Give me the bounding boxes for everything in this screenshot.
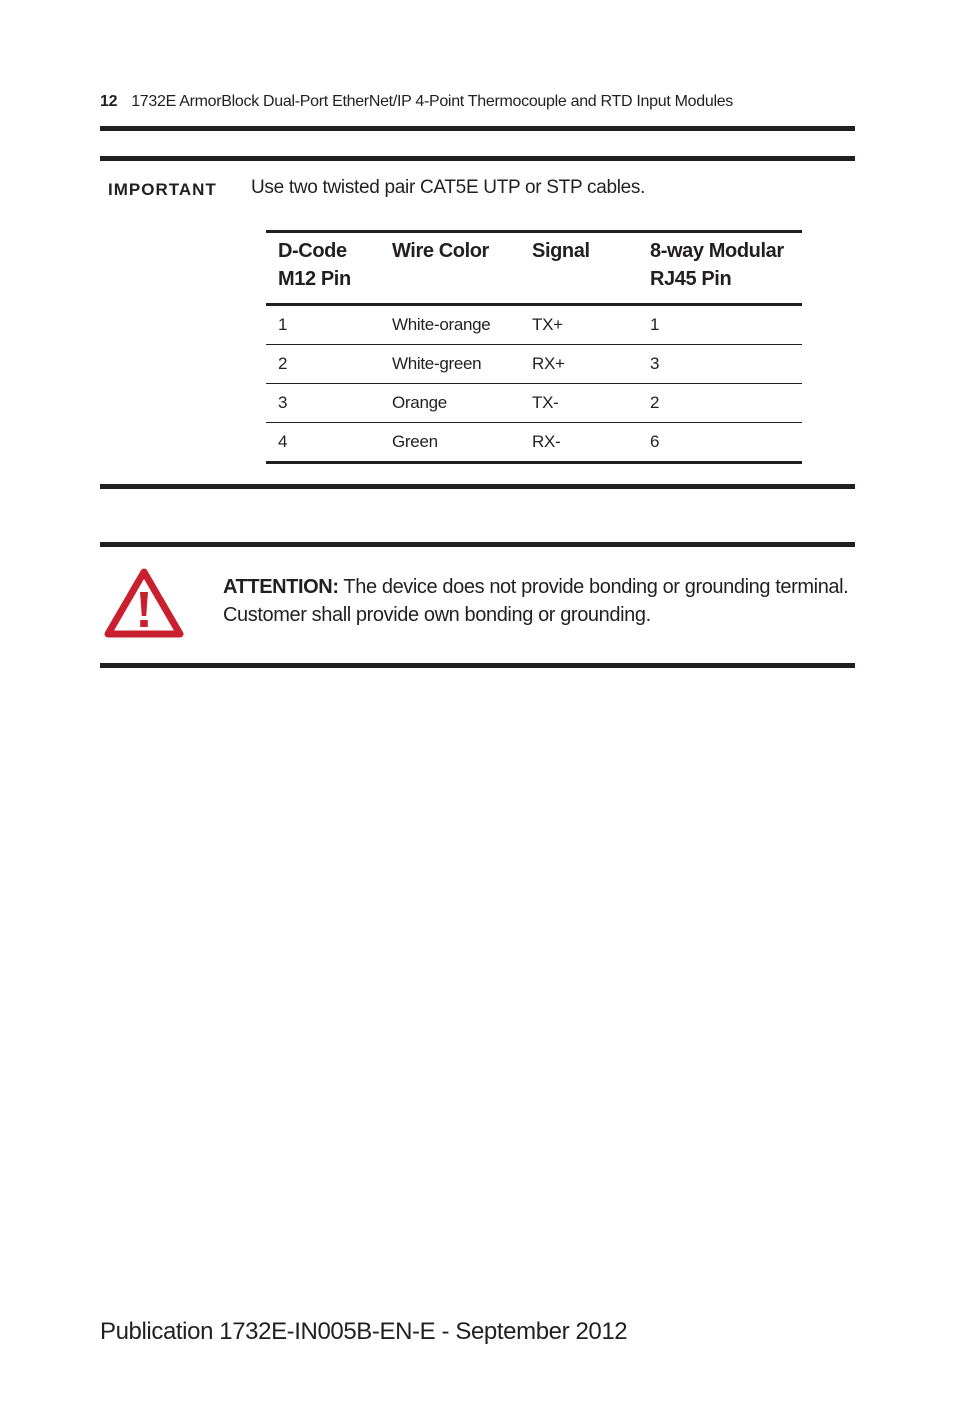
- table-row: [266, 345, 802, 384]
- attention-top-rule: [100, 542, 855, 547]
- table-row: [266, 305, 802, 345]
- cell-rj45-pin: 2: [638, 384, 802, 423]
- warning-triangle-icon: [104, 568, 184, 638]
- cell-signal: RX-: [520, 423, 638, 463]
- header-wire-color: Wire Color: [380, 232, 520, 305]
- attention-label: ATTENTION:: [223, 576, 339, 598]
- publication-footer: Publication 1732E-IN005B-EN-E - September 2012: [100, 1318, 628, 1345]
- important-text: Use two twisted pair CAT5E UTP or STP cables.: [251, 177, 646, 198]
- important-bottom-rule: [100, 484, 855, 489]
- cell-rj45-pin: 1: [638, 305, 802, 345]
- cell-rj45-pin: 3: [638, 345, 802, 384]
- important-label: IMPORTANT: [108, 180, 217, 199]
- cell-m12-pin: 2: [266, 345, 380, 384]
- cell-m12-pin: 1: [266, 305, 380, 345]
- important-top-rule: [100, 156, 855, 161]
- page-header: [100, 93, 733, 111]
- cell-signal: TX-: [520, 384, 638, 423]
- pin-mapping-table: [266, 230, 802, 464]
- cell-wire-color: White-green: [380, 345, 520, 384]
- running-title: 1732E ArmorBlock Dual-Port EtherNet/IP 4-Point Thermocouple and RTD Input Modules: [131, 93, 733, 110]
- header-signal: Signal: [520, 232, 638, 305]
- cell-m12-pin: 3: [266, 384, 380, 423]
- cell-wire-color: White-orange: [380, 305, 520, 345]
- attention-text: The device does not provide bonding or grounding terminal. Customer shall provide own bonding or grounding.: [223, 576, 849, 626]
- table-row: [266, 384, 802, 423]
- attention-bottom-rule: [100, 663, 855, 668]
- cell-signal: TX+: [520, 305, 638, 345]
- cell-signal: RX+: [520, 345, 638, 384]
- cell-wire-color: Orange: [380, 384, 520, 423]
- table-row: [266, 423, 802, 463]
- header-rule: [100, 126, 855, 131]
- cell-m12-pin: 4: [266, 423, 380, 463]
- page-number: 12: [100, 93, 118, 110]
- cell-rj45-pin: 6: [638, 423, 802, 463]
- cell-wire-color: Green: [380, 423, 520, 463]
- table-header-row: [266, 232, 802, 305]
- header-rj45-pin: 8-way Modular RJ45 Pin: [638, 232, 802, 305]
- attention-message: [223, 573, 853, 629]
- header-dcode-pin: D-Code M12 Pin: [266, 232, 380, 305]
